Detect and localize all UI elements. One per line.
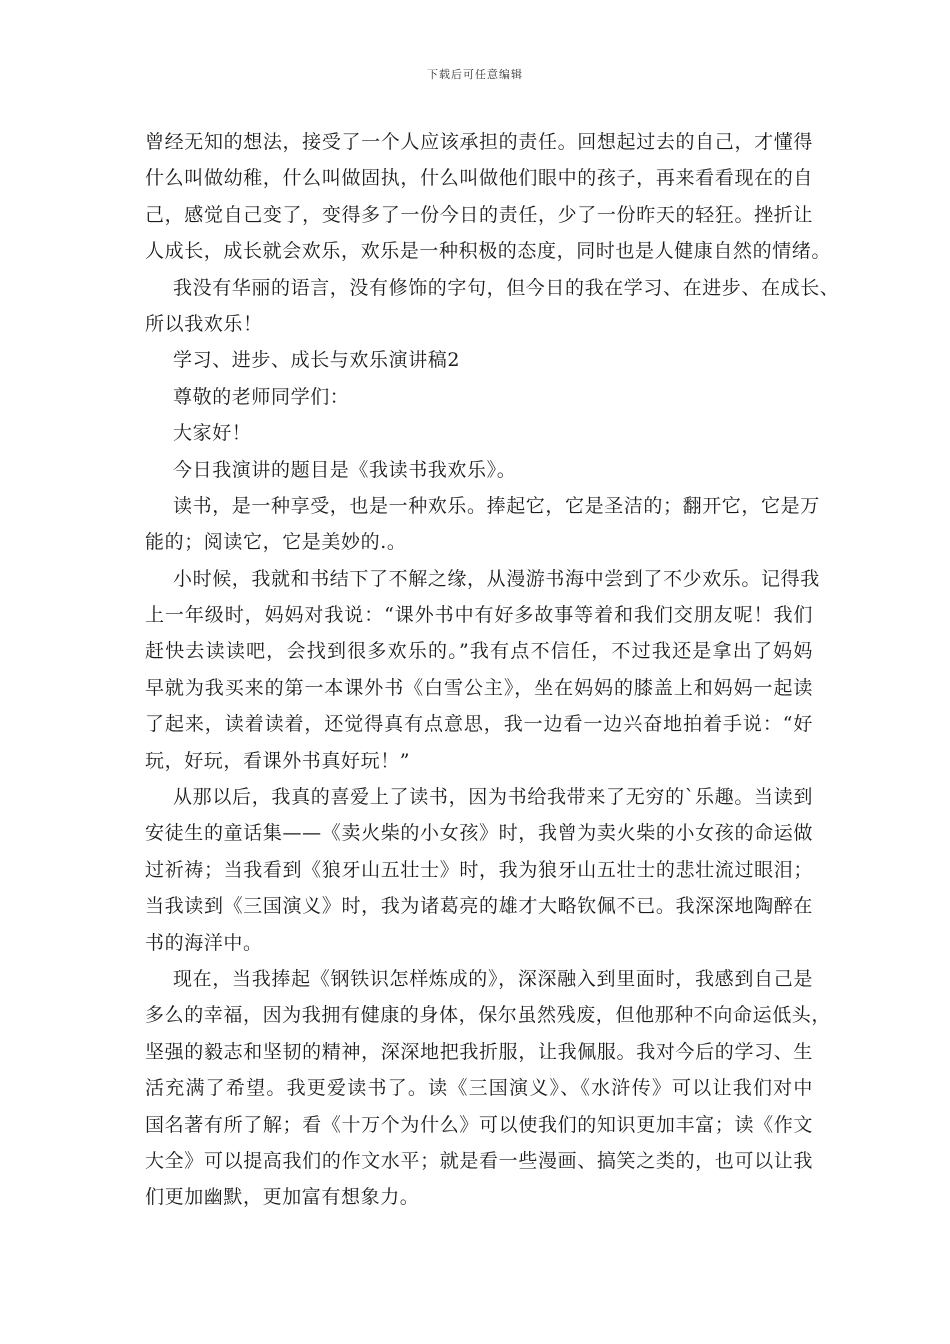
text-line: 能的；阅读它，它是美妙的.。 (145, 531, 407, 554)
text-line: 我没有华丽的语言，没有修饰的字句，但今日的我在学习、在进步、在成长、 (173, 276, 840, 299)
text-line: 玩，好玩，看课外书真好玩！” (145, 749, 411, 772)
text-line: 大家好！ (173, 422, 252, 445)
text-line: 赶快去读读吧，会找到很多欢乐的。”我有点不信任，不过我还是拿出了妈妈 (145, 640, 813, 663)
text-line: 今日我演讲的题目是《我读书我欢乐》。 (173, 458, 517, 481)
text-line: 从那以后，我真的喜爱上了读书，因为书给我带来了无穷的`乐趣。当读到 (173, 786, 813, 809)
text-line: 学习、进步、成长与欢乐演讲稿2 (173, 349, 461, 372)
text-line: 己，感觉自己变了，变得多了一份今日的责任，少了一份昨天的轻狂。挫折让 (145, 203, 813, 226)
text-line: 们更加幽默，更加富有想象力。 (145, 1186, 420, 1209)
text-line: 当我读到《三国演义》时，我为诸葛亮的雄才大略钦佩不已。我深深地陶醉在 (145, 895, 813, 918)
text-line: 什么叫做幼稚，什么叫做固执，什么叫做他们眼中的孩子，再来看看现在的自 (145, 167, 813, 190)
document-body (145, 124, 840, 1216)
text-line: 小时候，我就和书结下了不解之缘，从漫游书海中尝到了不少欢乐。记得我 (173, 567, 820, 590)
text-line: 坚强的毅志和坚韧的精神，深深地把我折服，让我佩服。我对今后的学习、生 (145, 1040, 813, 1063)
text-line: 多么的幸福，因为我拥有健康的身体，保尔虽然残废，但他那种不向命运低头， (145, 1004, 832, 1027)
text-line: 活充满了希望。我更爱读书了。读《三国演义》、《水浒传》可以让我们对中 (145, 1077, 813, 1100)
text-line: 上一年级时，妈妈对我说：“课外书中有好多故事等着和我们交朋友呢！我们 (145, 604, 813, 627)
text-line: 读书，是一种享受，也是一种欢乐。捧起它，它是圣洁的；翻开它，它是万 (173, 494, 820, 517)
text-line: 国名著有所了解；看《十万个为什么》可以使我们的知识更加丰富；读《作文 (145, 1113, 813, 1136)
text-line: 安徒生的童话集——《卖火柴的小女孩》时，我曾为卖火柴的小女孩的命运做 (145, 822, 813, 845)
text-line: 过祈祷；当我看到《狼牙山五壮士》时，我为狼牙山五壮士的悲壮流过眼泪； (145, 858, 813, 881)
page-header: 下载后可任意编辑 (427, 68, 523, 81)
text-line: 了起来，读着读着，还觉得真有点意思，我一边看一边兴奋地拍着手说：“好 (145, 713, 813, 736)
text-line: 大全》可以提高我们的作文水平；就是看一些漫画、搞笑之类的，也可以让我 (145, 1149, 813, 1172)
text-line: 曾经无知的想法，接受了一个人应该承担的责任。回想起过去的自己，才懂得 (145, 131, 813, 153)
text-line: 尊敬的老师同学们： (173, 385, 350, 408)
text-line: 早就为我买来的第一本课外书《白雪公主》，坐在妈妈的膝盖上和妈妈一起读 (145, 676, 813, 699)
text-line: 人成长，成长就会欢乐，欢乐是一种积极的态度，同时也是人健康自然的情绪。 (145, 240, 832, 263)
text-line: 现在，当我捧起《钢铁识怎样炼成的》，深深融入到里面时，我感到自己是 (173, 967, 813, 990)
text-line: 书的海洋中。 (145, 931, 263, 954)
text-line: 所以我欢乐！ (145, 312, 263, 335)
